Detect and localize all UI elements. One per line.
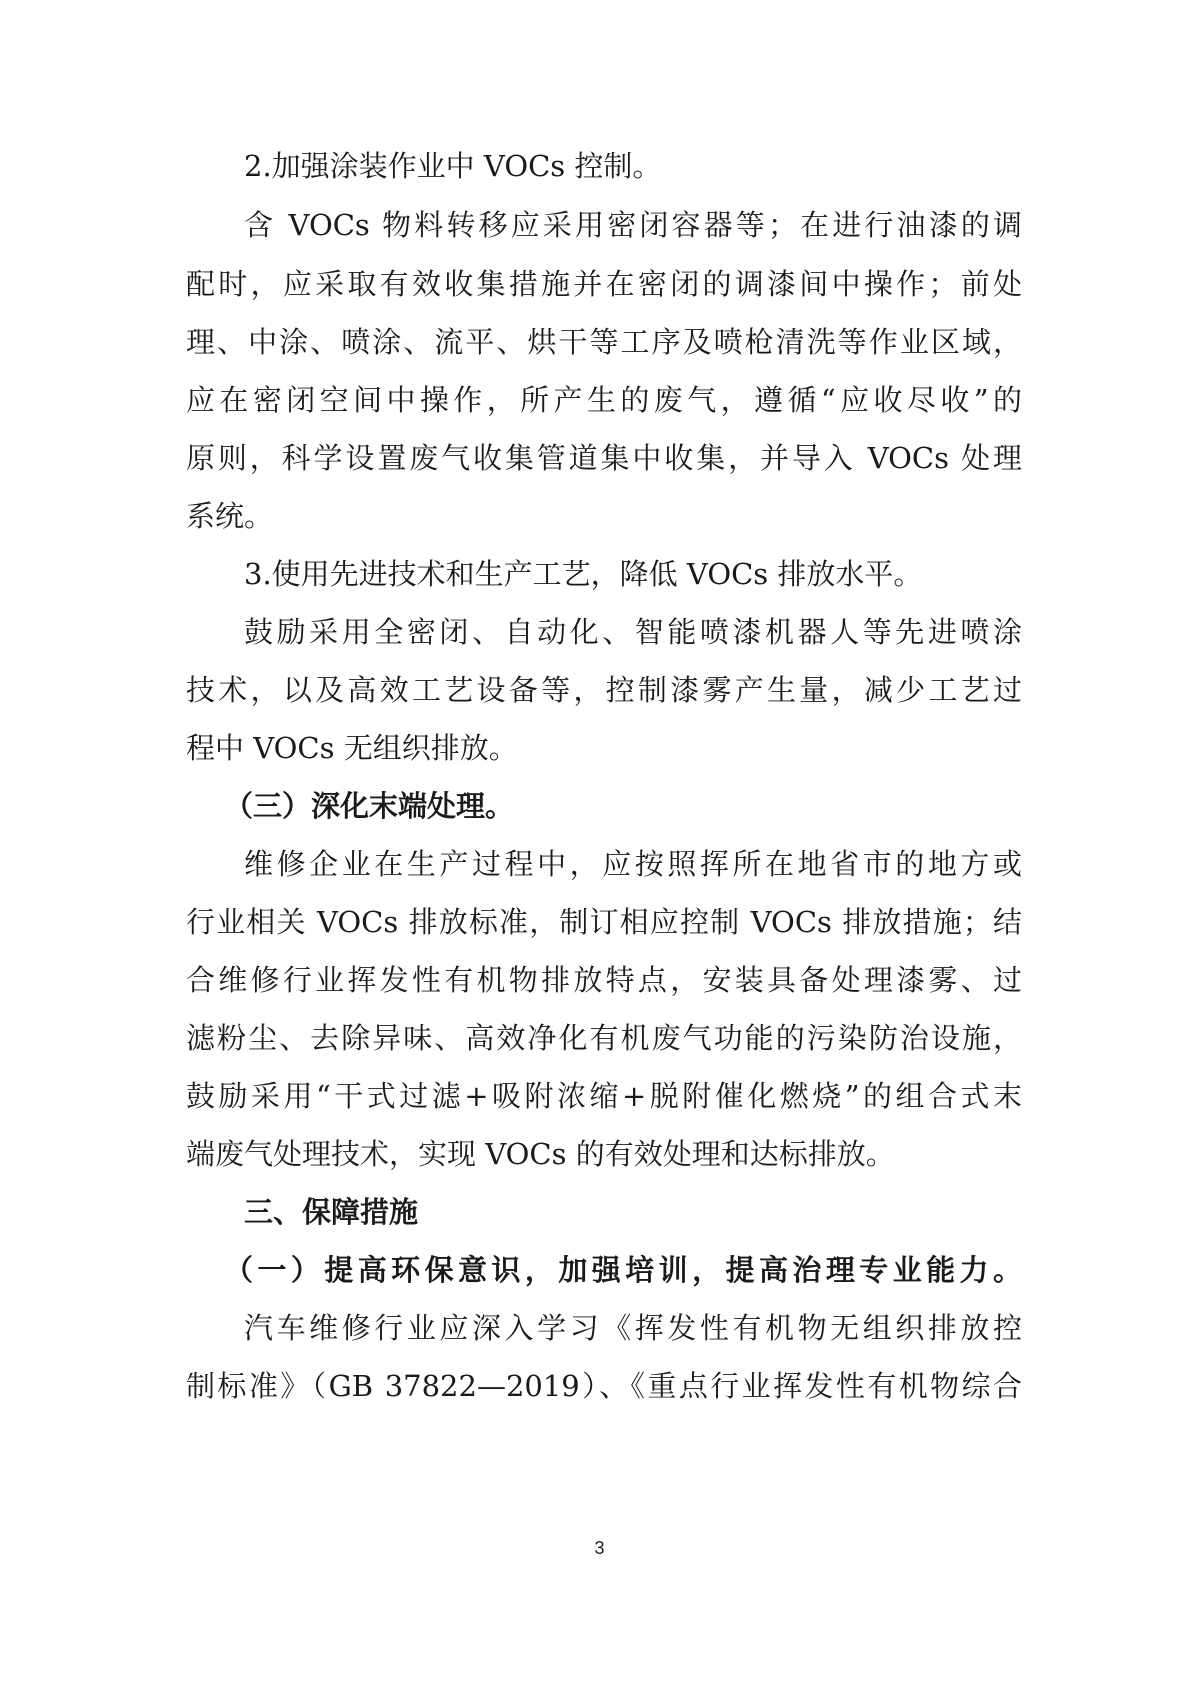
paragraph-line: 配时，应采取有效收集措施并在密闭的调漆间中操作；前处 (186, 267, 1022, 301)
paragraph-line: 原则，科学设置废气收集管道集中收集，并导入 VOCs 处理 (186, 441, 1022, 475)
paragraph-line: 系统。 (186, 499, 274, 533)
paragraph-line: 理、中涂、喷涂、流平、烘干等工序及喷枪清洗等作业区域， (186, 325, 1022, 359)
paragraph-line: 鼓励采用“干式过滤+吸附浓缩+脱附催化燃烧”的组合式末 (186, 1079, 1022, 1113)
paragraph-line: 合维修行业挥发性有机物排放特点，安装具备处理漆雾、过 (186, 963, 1022, 997)
paragraph-heading-3: 3.使用先进技术和生产工艺，降低 VOCs 排放水平。 (244, 557, 923, 591)
paragraph-line: 汽车维修行业应深入学习《挥发性有机物无组织排放控 (244, 1311, 1022, 1345)
page-number: 3 (594, 1538, 605, 1558)
chapter-heading: 三、保障措施 (244, 1195, 419, 1229)
paragraph-line: 含 VOCs 物料转移应采用密闭容器等；在进行油漆的调 (244, 208, 1022, 242)
paragraph-line: 程中 VOCs 无组织排放。 (186, 731, 518, 765)
paragraph-line: 行业相关 VOCs 排放标准，制订相应控制 VOCs 排放措施；结 (186, 905, 1022, 939)
paragraph-line: 端废气处理技术，实现 VOCs 的有效处理和达标排放。 (186, 1137, 895, 1171)
paragraph-heading-2: 2.加强涂装作业中 VOCs 控制。 (244, 149, 662, 183)
paragraph-line: 维修企业在生产过程中，应按照挥所在地省市的地方或 (244, 847, 1022, 881)
paragraph-line: 技术，以及高效工艺设备等，控制漆雾产生量，减少工艺过 (186, 673, 1022, 707)
paragraph-line: 滤粉尘、去除异味、高效净化有机废气功能的污染防治设施， (186, 1021, 1022, 1055)
paragraph-line: 鼓励采用全密闭、自动化、智能喷漆机器人等先进喷涂 (244, 615, 1022, 649)
section-heading-san: （三）深化末端处理。 (224, 789, 515, 823)
paragraph-line: 应在密闭空间中操作，所产生的废气，遵循“应收尽收”的 (186, 383, 1022, 417)
paragraph-line: 制标准》（GB 37822—2019）、《重点行业挥发性有机物综合 (186, 1369, 1022, 1403)
section-heading-yi: （一）提高环保意识，加强培训，提高治理专业能力。 (224, 1253, 1022, 1287)
